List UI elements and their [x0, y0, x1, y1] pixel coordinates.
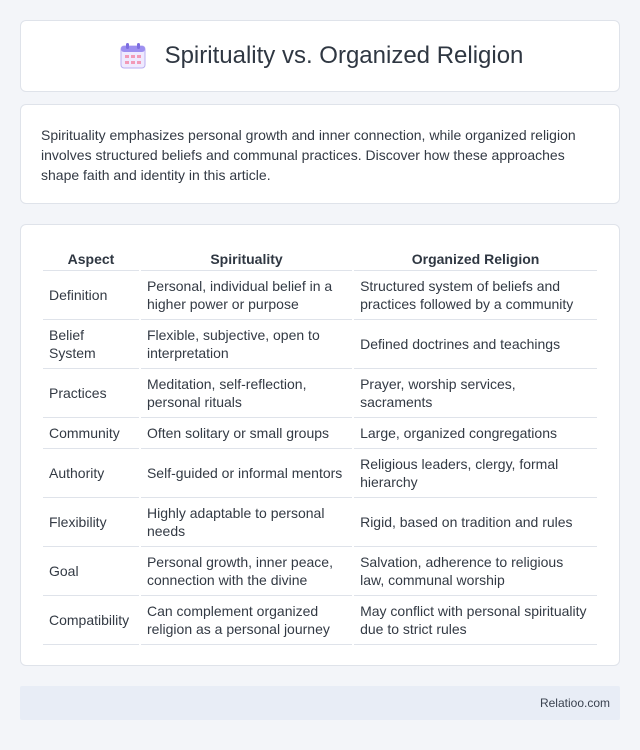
row-organized-religion: Defined doctrines and teachings [354, 320, 597, 369]
header-organized-religion: Organized Religion [354, 243, 597, 271]
row-organized-religion: Prayer, worship services, sacraments [354, 369, 597, 418]
comparison-table [41, 243, 599, 645]
intro-card [20, 104, 620, 204]
header-aspect: Aspect [43, 243, 139, 271]
table-row [43, 271, 597, 320]
row-spirituality: Personal, individual belief in a higher power or purpose [141, 271, 352, 320]
row-organized-religion: Structured system of beliefs and practices followed by a community [354, 271, 597, 320]
row-organized-religion: Large, organized congregations [354, 418, 597, 449]
row-aspect: Authority [43, 449, 139, 498]
row-spirituality: Highly adaptable to personal needs [141, 498, 352, 547]
row-spirituality: Self-guided or informal mentors [141, 449, 352, 498]
row-aspect: Flexibility [43, 498, 139, 547]
table-row [43, 449, 597, 498]
row-spirituality: Personal growth, inner peace, connection with the divine [141, 547, 352, 596]
row-aspect: Goal [43, 547, 139, 596]
header-spirituality: Spirituality [141, 243, 352, 271]
table-card [20, 224, 620, 666]
row-organized-religion: Religious leaders, clergy, formal hierarchy [354, 449, 597, 498]
title-wrap [117, 40, 524, 72]
row-aspect: Belief System [43, 320, 139, 369]
table-row [43, 369, 597, 418]
footer [20, 686, 620, 720]
page-title: Spirituality vs. Organized Religion [164, 42, 524, 69]
table-row [43, 547, 597, 596]
row-organized-religion: Rigid, based on tradition and rules [354, 498, 597, 547]
row-aspect: Definition [43, 271, 139, 320]
row-organized-religion: Salvation, adherence to religious law, communal worship [354, 547, 597, 596]
calendar-icon [117, 40, 149, 72]
row-organized-religion: May conflict with personal spirituality due to strict rules [354, 596, 597, 645]
table-row [43, 498, 597, 547]
row-spirituality: Meditation, self-reflection, personal rituals [141, 369, 352, 418]
row-spirituality: Can complement organized religion as a personal journey [141, 596, 352, 645]
footer-brand: Relatioo.com [539, 696, 610, 710]
title-card [20, 20, 620, 92]
table-row [43, 320, 597, 369]
intro-text: Spirituality emphasizes personal growth and inner connection, while organized religion involves structured beliefs and communal practices. Discover how these approaches shape faith and identity in this article. [41, 127, 576, 183]
table-row [43, 596, 597, 645]
row-spirituality: Often solitary or small groups [141, 418, 352, 449]
table-row [43, 418, 597, 449]
row-aspect: Compatibility [43, 596, 139, 645]
row-aspect: Community [43, 418, 139, 449]
table-header-row [43, 243, 597, 271]
row-aspect: Practices [43, 369, 139, 418]
row-spirituality: Flexible, subjective, open to interpretation [141, 320, 352, 369]
